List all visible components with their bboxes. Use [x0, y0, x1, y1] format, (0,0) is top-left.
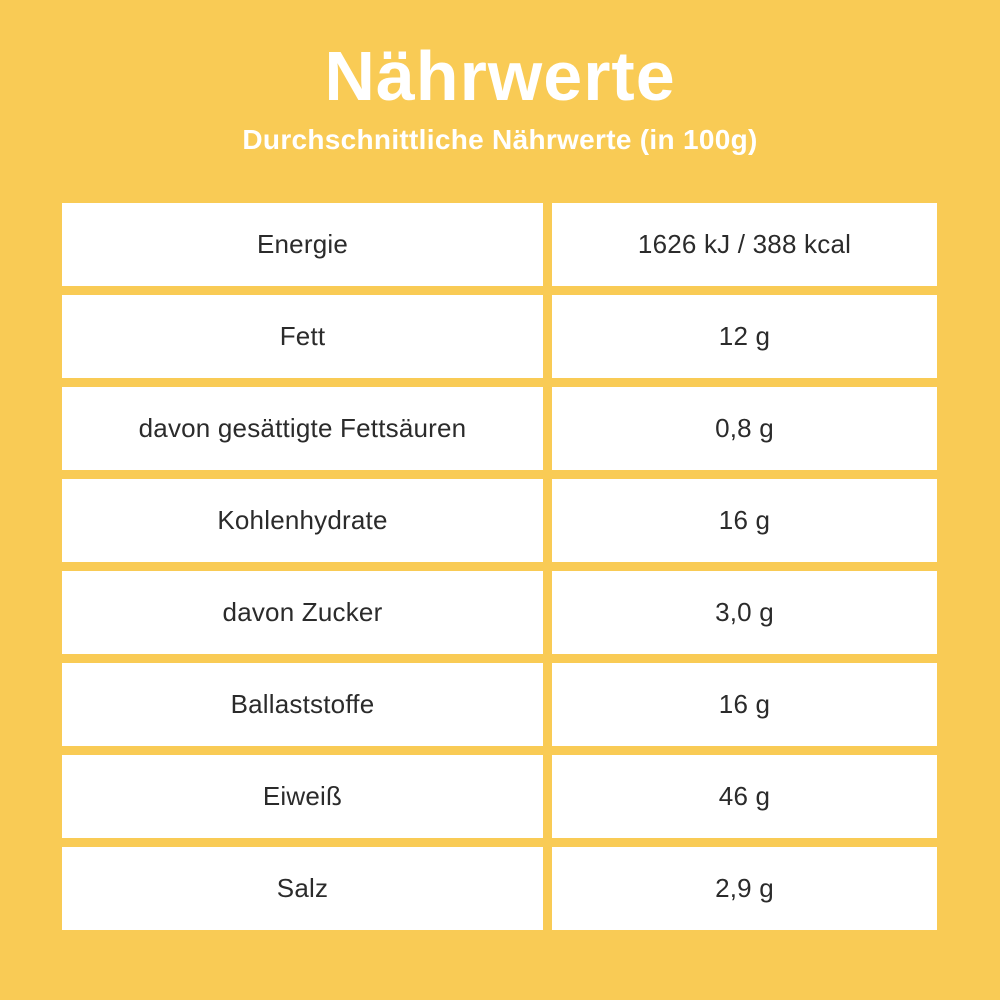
table-row-energie	[62, 203, 937, 286]
row-value: 0,8 g	[552, 387, 937, 470]
header	[0, 0, 1000, 156]
row-label: Ballaststoffe	[62, 663, 543, 746]
table-row-fett	[62, 295, 937, 378]
row-label: Energie	[62, 203, 543, 286]
row-label: davon gesättigte Fettsäuren	[62, 387, 543, 470]
table-row-ballaststoffe	[62, 663, 937, 746]
row-label: Eiweiß	[62, 755, 543, 838]
row-label: Salz	[62, 847, 543, 930]
row-label: Fett	[62, 295, 543, 378]
nutrition-table	[62, 203, 937, 930]
page-subtitle: Durchschnittliche Nährwerte (in 100g)	[242, 123, 758, 155]
row-label: davon Zucker	[62, 571, 543, 654]
row-value: 12 g	[552, 295, 937, 378]
table-row-salz	[62, 847, 937, 930]
row-value: 46 g	[552, 755, 937, 838]
table-row-gesaettigte-fettsaeuren	[62, 387, 937, 470]
row-label: Kohlenhydrate	[62, 479, 543, 562]
table-row-eiweiss	[62, 755, 937, 838]
row-value: 16 g	[552, 479, 937, 562]
table-row-kohlenhydrate	[62, 479, 937, 562]
row-value: 16 g	[552, 663, 937, 746]
table-row-zucker	[62, 571, 937, 654]
row-value: 1626 kJ / 388 kcal	[552, 203, 937, 286]
page-title: Nährwerte	[324, 37, 676, 115]
row-value: 2,9 g	[552, 847, 937, 930]
row-value: 3,0 g	[552, 571, 937, 654]
